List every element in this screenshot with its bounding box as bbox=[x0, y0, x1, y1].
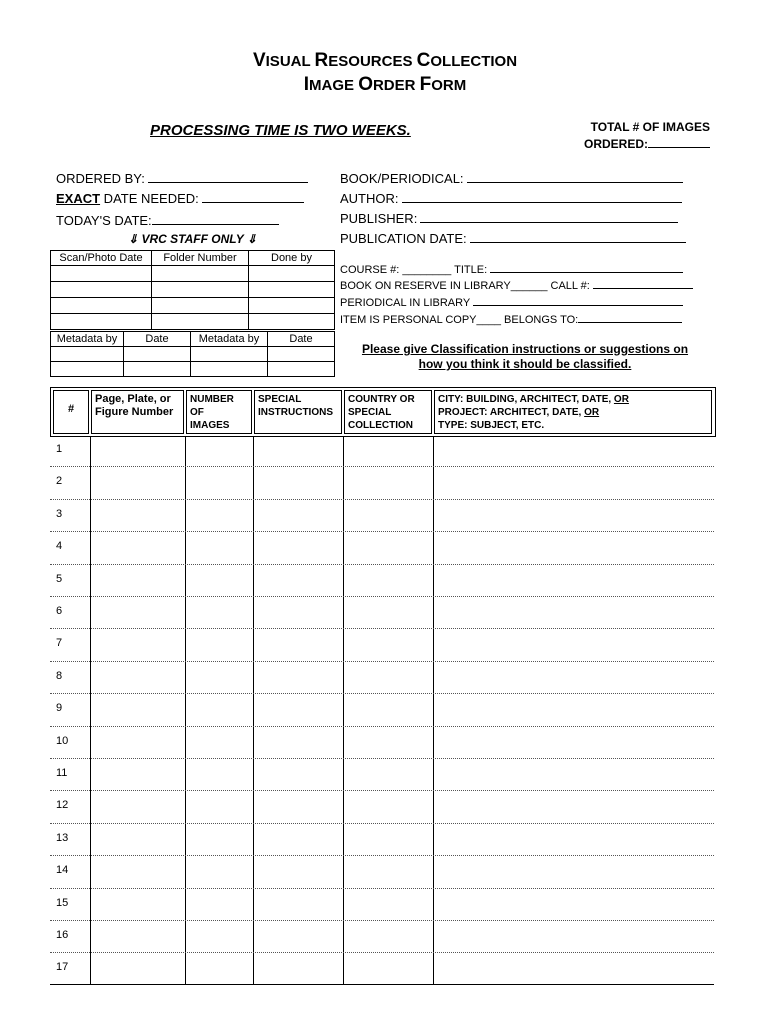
staff-cell[interactable] bbox=[152, 298, 249, 314]
vrc-staff-heading: ⇓ VRC STAFF ONLY ⇓ bbox=[128, 232, 257, 246]
column-divider bbox=[433, 436, 434, 984]
staff-cell[interactable] bbox=[51, 347, 124, 362]
total-images-field[interactable]: TOTAL # OF IMAGES ORDERED: bbox=[583, 120, 710, 151]
staff-col-date-1: Date bbox=[124, 332, 191, 347]
periodical-library-field[interactable]: PERIODICAL IN LIBRARY bbox=[340, 294, 683, 310]
course-field[interactable]: COURSE #: ________ TITLE: bbox=[340, 261, 683, 277]
staff-cell[interactable] bbox=[124, 362, 191, 377]
col-header-country: COUNTRY OR SPECIAL COLLECTION bbox=[344, 390, 432, 434]
staff-cell[interactable] bbox=[268, 347, 335, 362]
form-subtitle: IMAGE ORDER FORM bbox=[303, 74, 467, 95]
staff-cell[interactable] bbox=[152, 282, 249, 298]
row-divider bbox=[50, 499, 714, 500]
publisher-field[interactable]: PUBLISHER: bbox=[340, 209, 678, 227]
book-periodical-field[interactable]: BOOK/PERIODICAL: bbox=[340, 169, 683, 187]
staff-col-scan: Scan/Photo Date bbox=[51, 251, 152, 266]
row-number: 13 bbox=[56, 831, 69, 844]
column-divider bbox=[343, 436, 344, 984]
row-divider bbox=[50, 693, 714, 694]
row-number: 17 bbox=[56, 961, 69, 974]
staff-cell[interactable] bbox=[124, 347, 191, 362]
row-number: 12 bbox=[56, 799, 69, 812]
row-number: 11 bbox=[56, 767, 68, 779]
publication-date-input[interactable] bbox=[470, 229, 686, 243]
classification-instructions: Please give Classification instructions or suggestions on how you think it should be classified. bbox=[361, 342, 689, 371]
publisher-input[interactable] bbox=[420, 209, 678, 223]
staff-cell[interactable] bbox=[249, 314, 335, 330]
row-number: 3 bbox=[56, 507, 63, 520]
staff-col-done: Done by bbox=[249, 251, 335, 266]
total-images-input[interactable] bbox=[648, 135, 710, 148]
ordered-by-input[interactable] bbox=[148, 169, 308, 183]
staff-col-metadata-1: Metadata by bbox=[51, 332, 124, 347]
row-number: 15 bbox=[56, 896, 69, 909]
row-divider bbox=[50, 466, 714, 467]
staff-cell[interactable] bbox=[51, 298, 152, 314]
row-number: 5 bbox=[56, 572, 63, 585]
row-divider bbox=[50, 920, 714, 921]
row-divider bbox=[50, 531, 714, 532]
staff-cell[interactable] bbox=[51, 266, 152, 282]
publication-date-field[interactable]: PUBLICATION DATE: bbox=[340, 229, 686, 247]
periodical-library-input[interactable] bbox=[473, 294, 683, 306]
column-divider bbox=[90, 436, 91, 984]
staff-cell[interactable] bbox=[249, 298, 335, 314]
col-header-page: Page, Plate, or Figure Number bbox=[91, 390, 184, 434]
row-number: 2 bbox=[56, 475, 63, 488]
row-number: 8 bbox=[56, 669, 63, 682]
row-number: 1 bbox=[56, 443, 63, 455]
col-header-images: NUMBER OF IMAGES bbox=[186, 390, 252, 434]
personal-copy-field[interactable]: ITEM IS PERSONAL COPY____ BELONGS TO: bbox=[340, 311, 682, 327]
staff-col-date-2: Date bbox=[268, 332, 335, 347]
row-number: 4 bbox=[56, 540, 63, 553]
row-divider bbox=[50, 823, 714, 824]
staff-cell[interactable] bbox=[51, 362, 124, 377]
belongs-to-input[interactable] bbox=[578, 311, 682, 323]
staff-col-folder: Folder Number bbox=[152, 251, 249, 266]
table-bottom-border bbox=[50, 984, 714, 985]
staff-table-1 bbox=[50, 250, 335, 330]
course-title-input[interactable] bbox=[490, 261, 683, 273]
date-needed-input[interactable] bbox=[202, 189, 304, 203]
staff-cell[interactable] bbox=[268, 362, 335, 377]
staff-cell[interactable] bbox=[191, 347, 268, 362]
row-divider bbox=[50, 888, 714, 889]
row-divider bbox=[50, 628, 714, 629]
staff-cell[interactable] bbox=[249, 266, 335, 282]
col-header-city: CITY: BUILDING, ARCHITECT, DATE, OR PROJECT: ARCHITECT, DATE, OR TYPE: SUBJECT, ETC. bbox=[434, 390, 712, 434]
row-number: 9 bbox=[56, 702, 63, 715]
row-divider bbox=[50, 726, 714, 727]
column-divider bbox=[253, 436, 254, 984]
row-number: 14 bbox=[56, 864, 69, 877]
row-divider bbox=[50, 790, 714, 791]
call-number-input[interactable] bbox=[593, 277, 693, 289]
todays-date-field[interactable]: TODAY'S DATE: bbox=[56, 211, 279, 229]
row-divider bbox=[50, 758, 714, 759]
col-header-special: SPECIAL INSTRUCTIONS bbox=[254, 390, 342, 434]
staff-cell[interactable] bbox=[152, 314, 249, 330]
row-number: 16 bbox=[56, 929, 69, 941]
author-field[interactable]: AUTHOR: bbox=[340, 189, 682, 207]
staff-cell[interactable] bbox=[51, 282, 152, 298]
staff-cell[interactable] bbox=[191, 362, 268, 377]
col-header-number: # bbox=[53, 390, 89, 434]
todays-date-input[interactable] bbox=[152, 211, 279, 225]
staff-cell[interactable] bbox=[249, 282, 335, 298]
row-divider bbox=[50, 661, 714, 662]
staff-table-2 bbox=[50, 331, 335, 377]
row-divider bbox=[50, 596, 714, 597]
row-number: 7 bbox=[56, 637, 63, 650]
row-divider bbox=[50, 855, 714, 856]
form-title: VISUAL RESOURCES COLLECTION bbox=[252, 50, 518, 71]
author-input[interactable] bbox=[402, 189, 682, 203]
row-divider bbox=[50, 952, 714, 953]
ordered-by-field[interactable]: ORDERED BY: bbox=[56, 169, 308, 187]
staff-cell[interactable] bbox=[152, 266, 249, 282]
row-divider bbox=[50, 564, 714, 565]
row-number: 10 bbox=[56, 734, 69, 747]
row-number: 6 bbox=[56, 605, 63, 617]
processing-notice: PROCESSING TIME IS TWO WEEKS. bbox=[150, 122, 411, 139]
reserve-field[interactable]: BOOK ON RESERVE IN LIBRARY______ CALL #: bbox=[340, 277, 693, 293]
column-divider bbox=[185, 436, 186, 984]
date-needed-field[interactable]: EXACT DATE NEEDED: bbox=[56, 189, 304, 207]
staff-cell[interactable] bbox=[51, 314, 152, 330]
book-periodical-input[interactable] bbox=[467, 169, 683, 183]
staff-col-metadata-2: Metadata by bbox=[191, 332, 268, 347]
